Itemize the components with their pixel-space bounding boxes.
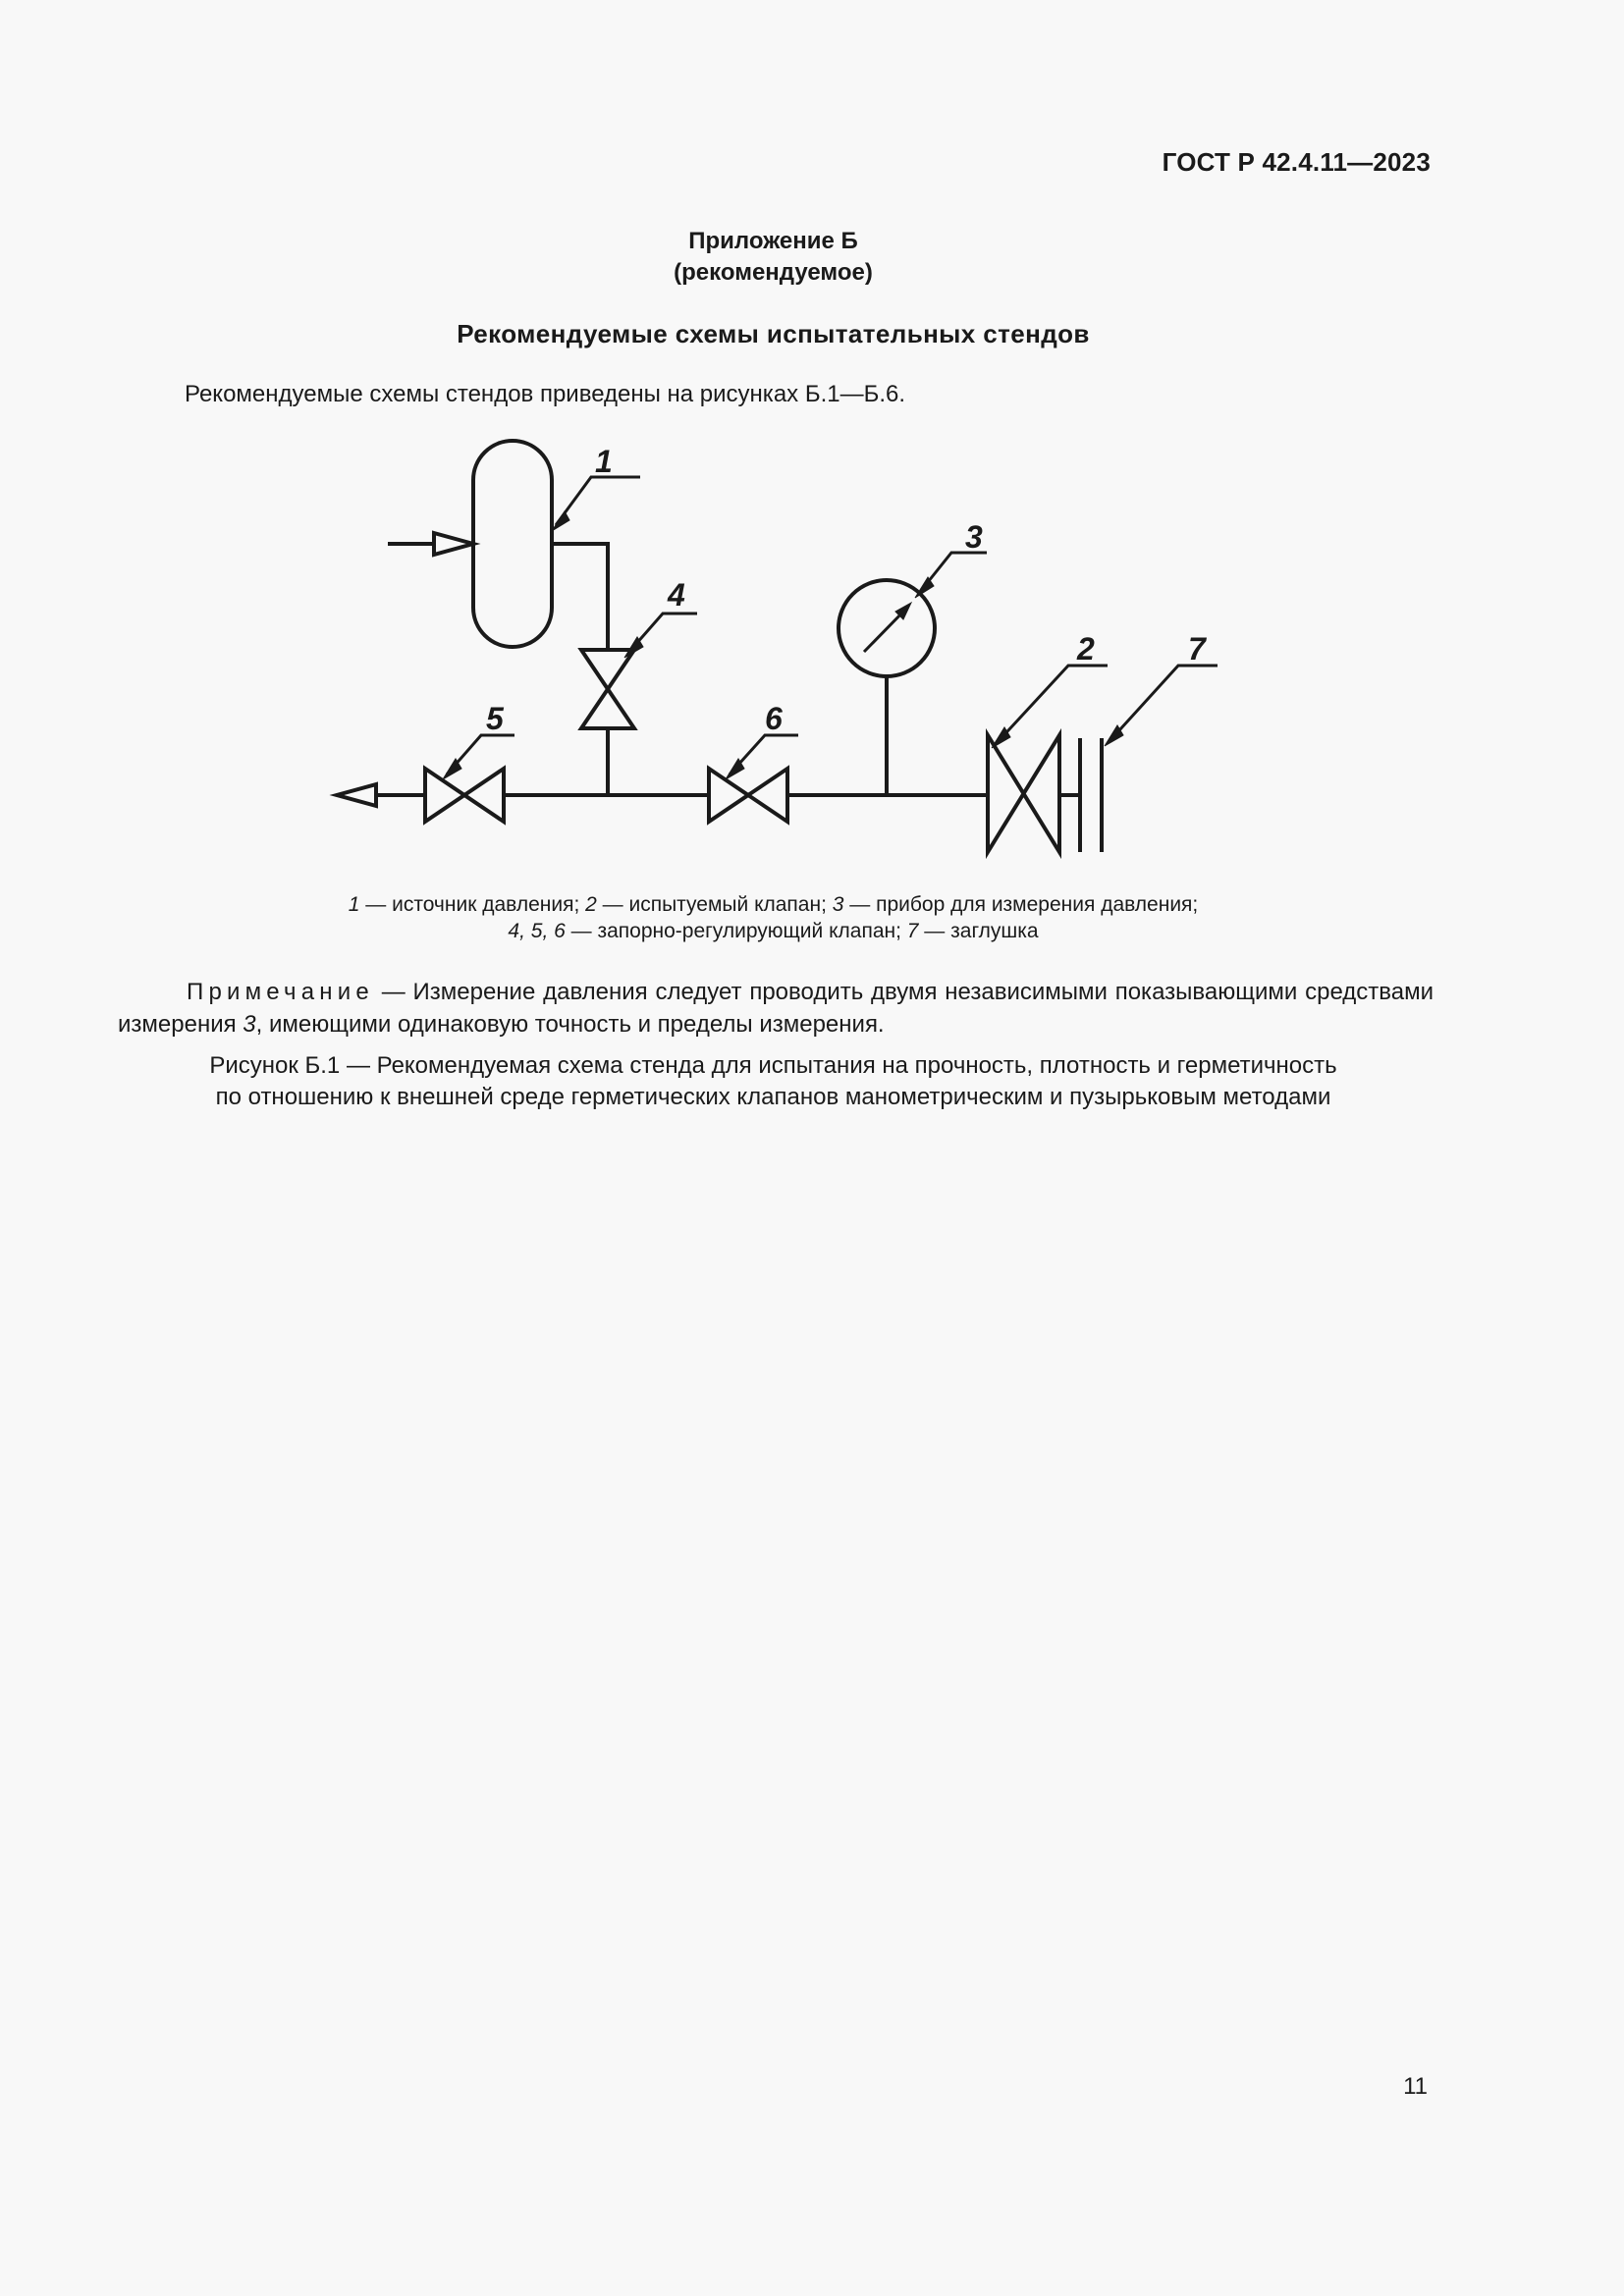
- legend-num: 7: [906, 920, 919, 942]
- leader-2: [997, 666, 1108, 743]
- legend-num: 3: [832, 893, 844, 916]
- figure-legend-line-1: [0, 891, 1546, 918]
- note-text-before: — Измерение давления следует проводить двумя независимыми показывающими средствами измерения: [118, 979, 1434, 1038]
- leader-1-arrow: [552, 511, 569, 531]
- legend-text: — запорно-регулирующий клапан;: [565, 920, 907, 942]
- intro-paragraph: Рекомендуемые схемы стендов приведены на рисунках Б.1—Б.6.: [185, 381, 906, 407]
- label-3: 3: [965, 519, 983, 555]
- valve-4: [581, 650, 634, 728]
- label-1: 1: [595, 444, 613, 479]
- page-number: 11: [1403, 2073, 1428, 2100]
- note-ref: 3: [243, 1011, 256, 1038]
- note-paragraph: [118, 976, 1434, 1041]
- appendix-status: (рекомендуемое): [674, 259, 873, 286]
- label-7: 7: [1188, 631, 1206, 667]
- label-2: 2: [1077, 631, 1095, 667]
- tested-valve-2: [988, 735, 1059, 852]
- legend-text: — источник давления;: [359, 893, 586, 916]
- standard-code: ГОСТ Р 42.4.11—2023: [1162, 147, 1431, 177]
- legend-text: — прибор для измерения давления;: [843, 893, 1199, 916]
- valve-5: [425, 769, 504, 822]
- pressure-source: [473, 441, 552, 647]
- legend-text: — испытуемый клапан;: [596, 893, 833, 916]
- label-6: 6: [765, 701, 783, 736]
- legend-num: 1: [348, 893, 360, 916]
- note-head: Примечание: [187, 979, 374, 1005]
- valve-6: [709, 769, 787, 822]
- source-pipe: [552, 544, 608, 650]
- figure-caption-line-1: Рисунок Б.1 — Рекомендуемая схема стенда для испытания на прочность, плотность и герметичность: [209, 1052, 1337, 1079]
- section-title: Рекомендуемые схемы испытательных стендов: [457, 319, 1090, 348]
- label-5: 5: [486, 701, 504, 736]
- note-text-after: , имеющими одинаковую точность и пределы измерения.: [255, 1011, 885, 1038]
- leader-7: [1110, 666, 1218, 741]
- legend-num: 4, 5, 6: [508, 920, 566, 942]
- legend-text: — заглушка: [918, 920, 1039, 942]
- figure-legend-line-2: [0, 918, 1546, 944]
- outlet-arrow: [337, 784, 376, 806]
- inlet-arrow: [434, 533, 473, 555]
- test-bench-diagram: [0, 0, 1624, 883]
- appendix-title: Приложение Б: [688, 228, 858, 254]
- label-4: 4: [668, 577, 685, 613]
- legend-num: 2: [585, 893, 597, 916]
- figure-caption-line-2: по отношению к внешней среде герметических клапанов манометрическим и пузырьковым методами: [215, 1084, 1331, 1110]
